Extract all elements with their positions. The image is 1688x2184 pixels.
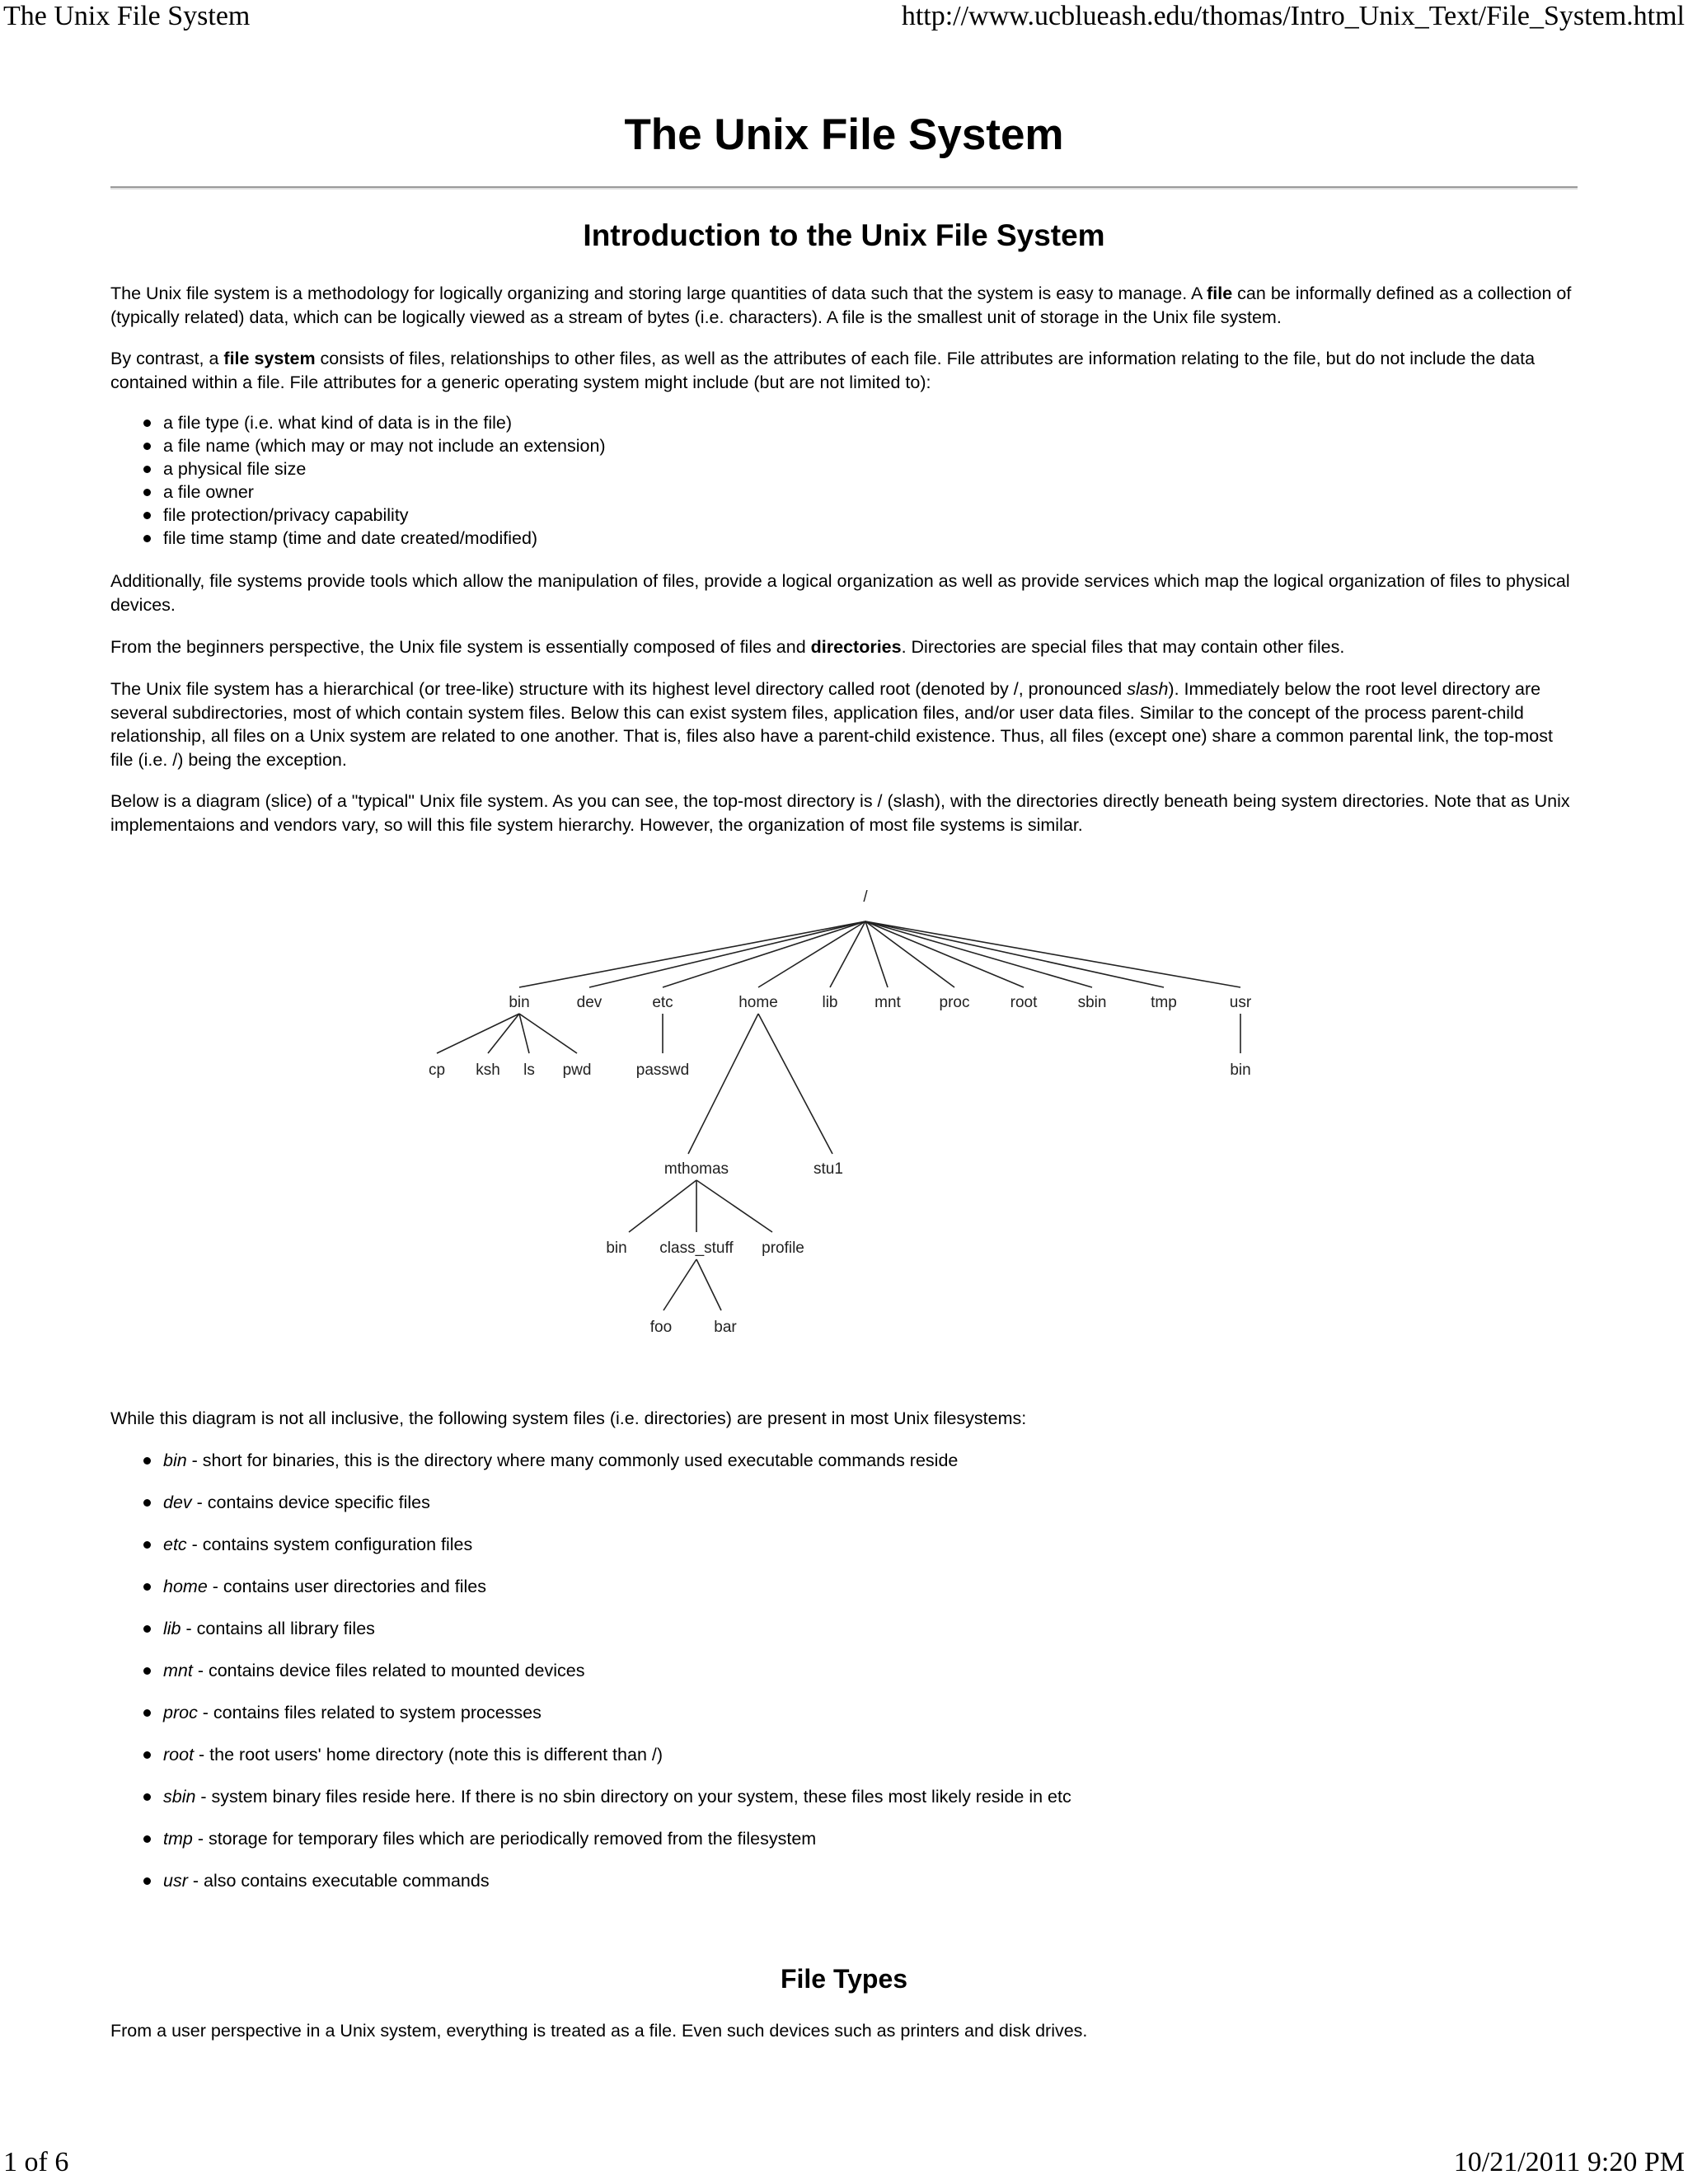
directory-desc: - also contains executable commands bbox=[187, 1871, 490, 1891]
tree-node-root: / bbox=[863, 888, 868, 906]
intro-paragraph-7: While this diagram is not all inclusive, the following system files (i.e. directories) are present in most Unix filesystems: bbox=[110, 1408, 1027, 1428]
tree-edge bbox=[589, 921, 865, 987]
directory-item-dev bbox=[163, 1491, 1071, 1514]
p2-text-a: By contrast, a bbox=[110, 349, 224, 368]
tree-node: bin bbox=[1230, 1062, 1251, 1079]
print-header bbox=[0, 0, 1688, 33]
file-system-tree-diagram bbox=[313, 882, 1302, 1343]
tree-edge bbox=[865, 921, 1240, 987]
tree-edge bbox=[758, 1014, 832, 1154]
tree-node: pwd bbox=[562, 1062, 592, 1079]
directory-item-proc bbox=[163, 1701, 1071, 1724]
print-header-title: The Unix File System bbox=[3, 1, 251, 31]
tree-node: mthomas bbox=[663, 1160, 729, 1178]
p4-bold-directories: directories bbox=[810, 637, 902, 657]
directory-name: mnt bbox=[163, 1661, 193, 1680]
tree-node: lib bbox=[822, 994, 838, 1011]
directory-desc: - system binary files reside here. If there is no sbin directory on your system, these files most likely reside in etc bbox=[195, 1787, 1071, 1807]
directory-item-lib bbox=[163, 1617, 1071, 1640]
tree-edges bbox=[437, 921, 1240, 1310]
tree-edge bbox=[696, 1180, 772, 1232]
directory-name: root bbox=[163, 1745, 195, 1765]
tree-node: foo bbox=[649, 1319, 673, 1336]
intro-paragraph-3: Additionally, file systems provide tools which allow the manipulation of files, provide a logical organization as well as provide services which map the logical organization of files to physical devices. bbox=[110, 571, 1570, 615]
p2-text-c: consists of files, relationships to other files, as well as the attributes of each file. File attributes are information relating to the file, but do not include the data contained within a file. File attributes for a generic operating system might include (but are not limited to): bbox=[110, 349, 1536, 392]
list-item: a file owner bbox=[163, 480, 606, 504]
list-item: a physical file size bbox=[163, 457, 606, 480]
tree-node: profile bbox=[762, 1240, 804, 1257]
print-header-url[interactable]: http://www.ucblueash.edu/thomas/Intro_Unix_Text/File_System.html bbox=[901, 1, 1685, 31]
list-item: file protection/privacy capability bbox=[163, 504, 606, 527]
file-types-paragraph: From a user perspective in a Unix system, everything is treated as a file. Even such devices such as printers and disk drives. bbox=[110, 2021, 1088, 2041]
directory-name: sbin bbox=[163, 1787, 196, 1807]
directory-item-bin bbox=[163, 1449, 1071, 1472]
directory-name: home bbox=[163, 1577, 208, 1596]
print-footer-datetime: 10/21/2011 9:20 PM bbox=[1453, 2147, 1685, 2177]
tree-node: stu1 bbox=[814, 1160, 843, 1178]
tree-node: bar bbox=[714, 1319, 737, 1336]
p5-text-c: ). Immediately below the root level directory are several subdirectories, most of which contain system files. Below this can exist system files, application files, and/or user data files. Similar to the concept of the process parent-child relationship, all files on a Unix system are related to one another. That is, files also have a parent-child existence. Thus, all files (except one) share a common parental link, the top-most file (i.e. /) being the exception. bbox=[110, 679, 1553, 770]
tree-node: bin bbox=[509, 994, 530, 1011]
directory-name: dev bbox=[163, 1493, 192, 1512]
tree-node: cp bbox=[428, 1062, 446, 1079]
tree-node: etc bbox=[652, 994, 673, 1011]
p5-italic-slash: slash bbox=[1127, 679, 1169, 699]
directory-desc: - contains device files related to mounted devices bbox=[192, 1661, 585, 1680]
horizontal-rule bbox=[110, 186, 1578, 190]
list-item: a file type (i.e. what kind of data is in the file) bbox=[163, 411, 606, 434]
tree-node: sbin bbox=[1077, 994, 1107, 1011]
p1-bold-file: file bbox=[1207, 284, 1233, 303]
tree-labels bbox=[429, 888, 1252, 1336]
tree-edge bbox=[865, 921, 888, 987]
tree-edge bbox=[865, 921, 1092, 987]
directory-name: usr bbox=[163, 1871, 188, 1891]
p4-text-a: From the beginners perspective, the Unix file system is essentially composed of files and bbox=[110, 637, 811, 657]
intro-paragraph-5 bbox=[110, 677, 1578, 771]
tree-node: bin bbox=[606, 1240, 627, 1257]
tree-edge bbox=[688, 1014, 758, 1154]
directory-desc: - contains device specific files bbox=[191, 1493, 430, 1512]
tree-node: passwd bbox=[635, 1062, 690, 1079]
list-item: a file name (which may or may not include an extension) bbox=[163, 436, 606, 456]
intro-paragraph-4 bbox=[110, 635, 1578, 659]
system-directory-list bbox=[110, 1449, 1071, 1911]
directory-item-etc bbox=[163, 1533, 1071, 1556]
tree-edge bbox=[696, 1259, 721, 1310]
tree-edge bbox=[629, 1180, 696, 1232]
tree-node: proc bbox=[939, 994, 970, 1011]
tree-node: usr bbox=[1229, 994, 1252, 1011]
directory-item-usr bbox=[163, 1869, 1071, 1892]
directory-desc: - the root users' home directory (note this is different than /) bbox=[194, 1745, 663, 1765]
file-types-heading: File Types bbox=[780, 1964, 908, 1994]
tree-node: class_stuff bbox=[659, 1240, 734, 1257]
directory-item-tmp bbox=[163, 1827, 1071, 1850]
print-footer-page: 1 of 6 bbox=[3, 2147, 69, 2177]
directory-name: lib bbox=[163, 1619, 181, 1638]
directory-desc: - contains files related to system processes bbox=[197, 1703, 542, 1722]
page-title: The Unix File System bbox=[624, 110, 1064, 159]
tree-node: mnt bbox=[874, 994, 901, 1011]
directory-name: proc bbox=[163, 1703, 198, 1722]
intro-paragraph-1 bbox=[110, 282, 1578, 329]
p4-text-c: . Directories are special files that may contain other files. bbox=[901, 637, 1345, 657]
tree-node: tmp bbox=[1151, 994, 1177, 1011]
directory-item-root bbox=[163, 1743, 1071, 1766]
directory-desc: - storage for temporary files which are periodically removed from the filesystem bbox=[192, 1829, 817, 1849]
tree-edge bbox=[865, 921, 1024, 987]
p5-text-a: The Unix file system has a hierarchical (or tree-like) structure with its highest level directory called root (denoted by /, pronounced bbox=[110, 679, 1128, 699]
tree-node: root bbox=[1010, 994, 1038, 1011]
file-attribute-list bbox=[110, 411, 606, 550]
directory-name: tmp bbox=[163, 1829, 193, 1849]
intro-paragraph-2 bbox=[110, 347, 1578, 394]
list-item: file time stamp (time and date created/modified) bbox=[163, 527, 606, 550]
directory-name: bin bbox=[163, 1451, 187, 1470]
tree-node: ksh bbox=[476, 1062, 500, 1079]
directory-desc: - contains system configuration files bbox=[186, 1535, 473, 1554]
directory-item-home bbox=[163, 1575, 1071, 1598]
p1-text-c: can be informally defined as a collection of (typically related) data, which can be logically viewed as a stream of bytes (i.e. characters). A file is the smallest unit of storage in the Unix file system. bbox=[110, 284, 1572, 327]
intro-heading: Introduction to the Unix File System bbox=[583, 218, 1105, 252]
directory-desc: - contains user directories and files bbox=[207, 1577, 486, 1596]
tree-edge bbox=[437, 1014, 519, 1053]
tree-node: dev bbox=[576, 994, 603, 1011]
intro-paragraph-6: Below is a diagram (slice) of a "typical" Unix file system. As you can see, the top-most directory is / (slash), with the directories directly beneath being system directories. Note that as Unix implementaions and vendors vary, so will this file system hierarchy. However, the organization of most file systems is similar. bbox=[110, 791, 1570, 835]
tree-edge bbox=[663, 1259, 696, 1310]
tree-node: ls bbox=[523, 1062, 535, 1079]
directory-name: etc bbox=[163, 1535, 187, 1554]
directory-item-sbin bbox=[163, 1785, 1071, 1808]
directory-desc: - short for binaries, this is the directory where many commonly used executable commands reside bbox=[186, 1451, 959, 1470]
tree-node: home bbox=[738, 994, 778, 1011]
p1-text-a: The Unix file system is a methodology for logically organizing and storing large quantities of data such that the system is easy to manage. A bbox=[110, 284, 1207, 303]
directory-item-mnt bbox=[163, 1659, 1071, 1682]
print-footer bbox=[0, 2146, 1688, 2179]
directory-desc: - contains all library files bbox=[181, 1619, 375, 1638]
tree-edge bbox=[488, 1014, 519, 1053]
p2-bold-file-system: file system bbox=[223, 349, 316, 368]
